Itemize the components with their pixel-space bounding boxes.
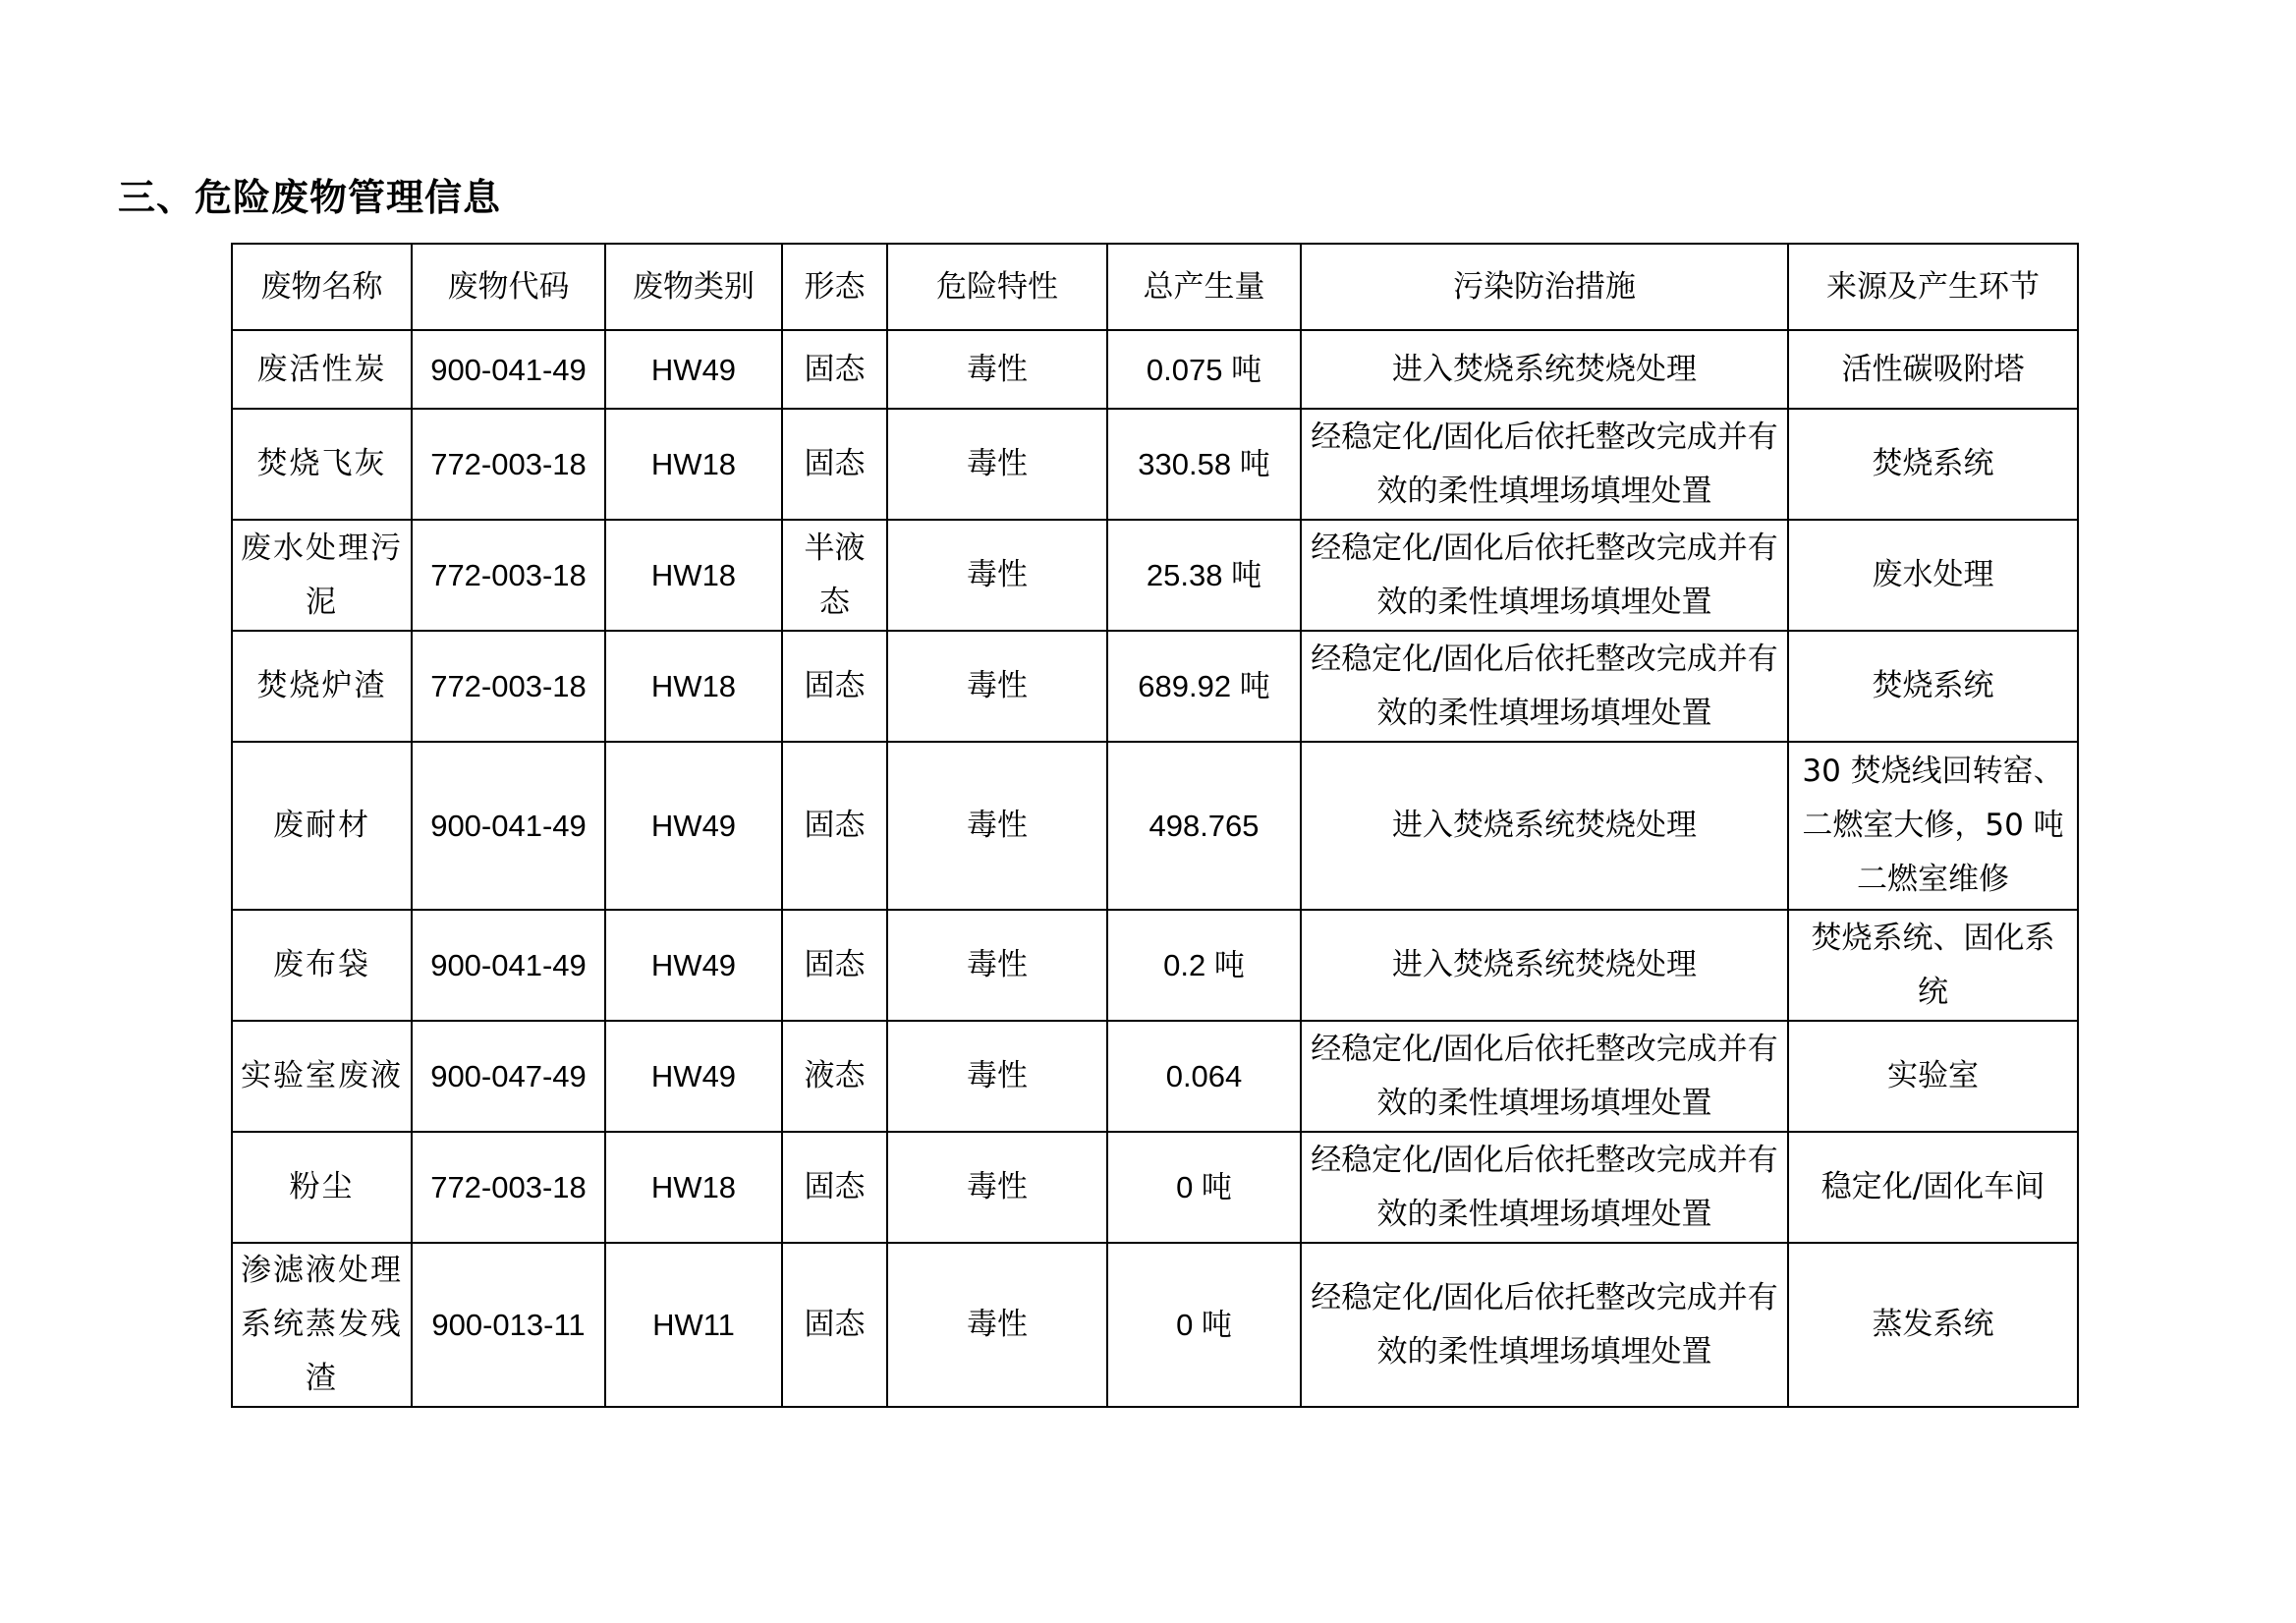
- treatment-measure-cell: 经稳定化/固化后依托整改完成并有效的柔性填埋场填埋处置: [1301, 409, 1788, 520]
- waste-name-cell: 渗滤液处理系统蒸发残渣: [232, 1243, 412, 1407]
- table-row: [232, 1243, 2078, 1407]
- source-cell: 稳定化/固化车间: [1788, 1132, 2078, 1243]
- hazard-property-cell: 毒性: [887, 631, 1107, 742]
- waste-name-cell: 废活性炭: [232, 330, 412, 409]
- waste-category-cell: HW11: [605, 1243, 782, 1407]
- source-cell: 蒸发系统: [1788, 1243, 2078, 1407]
- table-row: [232, 1021, 2078, 1132]
- waste-category-cell: HW49: [605, 742, 782, 910]
- table-row: [232, 910, 2078, 1021]
- waste-form-cell: 固态: [782, 409, 887, 520]
- waste-category-cell: HW49: [605, 330, 782, 409]
- waste-name-cell: 焚烧炉渣: [232, 631, 412, 742]
- waste-name-cell: 焚烧飞灰: [232, 409, 412, 520]
- source-cell: 废水处理: [1788, 520, 2078, 631]
- table-row: [232, 742, 2078, 910]
- table-row: [232, 631, 2078, 742]
- waste-name-cell: 废耐材: [232, 742, 412, 910]
- table-row: [232, 520, 2078, 631]
- treatment-measure-cell: 经稳定化/固化后依托整改完成并有效的柔性填埋场填埋处置: [1301, 1021, 1788, 1132]
- hazard-property-cell: 毒性: [887, 910, 1107, 1021]
- waste-code-cell: 900-013-11: [412, 1243, 605, 1407]
- total-amount-cell: 0 吨: [1107, 1132, 1301, 1243]
- source-cell: 焚烧系统: [1788, 409, 2078, 520]
- total-amount-cell: 0 吨: [1107, 1243, 1301, 1407]
- treatment-measure-cell: 经稳定化/固化后依托整改完成并有效的柔性填埋场填埋处置: [1301, 520, 1788, 631]
- table-header-row: [232, 244, 2078, 330]
- source-cell: 活性碳吸附塔: [1788, 330, 2078, 409]
- hazard-property-cell: 毒性: [887, 1132, 1107, 1243]
- treatment-measure-cell: 进入焚烧系统焚烧处理: [1301, 910, 1788, 1021]
- treatment-measure-cell: 进入焚烧系统焚烧处理: [1301, 330, 1788, 409]
- waste-code-cell: 772-003-18: [412, 409, 605, 520]
- source-cell: 30 焚烧线回转窑、二燃室大修，50 吨二燃室维修: [1788, 742, 2078, 910]
- total-amount-cell: 25.38 吨: [1107, 520, 1301, 631]
- header-cell: 形态: [782, 244, 887, 330]
- hazard-property-cell: 毒性: [887, 742, 1107, 910]
- waste-form-cell: 固态: [782, 910, 887, 1021]
- waste-code-cell: 772-003-18: [412, 520, 605, 631]
- table-row: [232, 1132, 2078, 1243]
- total-amount-cell: 330.58 吨: [1107, 409, 1301, 520]
- waste-category-cell: HW18: [605, 520, 782, 631]
- total-amount-cell: 0.2 吨: [1107, 910, 1301, 1021]
- waste-form-cell: 固态: [782, 1243, 887, 1407]
- waste-code-cell: 900-047-49: [412, 1021, 605, 1132]
- hazard-property-cell: 毒性: [887, 409, 1107, 520]
- header-cell: 总产生量: [1107, 244, 1301, 330]
- waste-code-cell: 772-003-18: [412, 1132, 605, 1243]
- waste-form-cell: 固态: [782, 742, 887, 910]
- waste-code-cell: 900-041-49: [412, 910, 605, 1021]
- total-amount-cell: 0.075 吨: [1107, 330, 1301, 409]
- treatment-measure-cell: 经稳定化/固化后依托整改完成并有效的柔性填埋场填埋处置: [1301, 1243, 1788, 1407]
- source-cell: 焚烧系统: [1788, 631, 2078, 742]
- waste-category-cell: HW49: [605, 910, 782, 1021]
- header-cell: 危险特性: [887, 244, 1107, 330]
- waste-code-cell: 900-041-49: [412, 742, 605, 910]
- total-amount-cell: 689.92 吨: [1107, 631, 1301, 742]
- waste-name-cell: 粉尘: [232, 1132, 412, 1243]
- waste-category-cell: HW18: [605, 631, 782, 742]
- source-cell: 实验室: [1788, 1021, 2078, 1132]
- waste-category-cell: HW49: [605, 1021, 782, 1132]
- total-amount-cell: 0.064: [1107, 1021, 1301, 1132]
- waste-category-cell: HW18: [605, 409, 782, 520]
- hazard-property-cell: 毒性: [887, 520, 1107, 631]
- hazard-property-cell: 毒性: [887, 1021, 1107, 1132]
- total-amount-cell: 498.765: [1107, 742, 1301, 910]
- header-cell: 废物类别: [605, 244, 782, 330]
- treatment-measure-cell: 经稳定化/固化后依托整改完成并有效的柔性填埋场填埋处置: [1301, 1132, 1788, 1243]
- table-row: [232, 409, 2078, 520]
- hazard-property-cell: 毒性: [887, 1243, 1107, 1407]
- waste-form-cell: 固态: [782, 330, 887, 409]
- waste-form-cell: 固态: [782, 631, 887, 742]
- header-cell: 来源及产生环节: [1788, 244, 2078, 330]
- waste-name-cell: 废布袋: [232, 910, 412, 1021]
- treatment-measure-cell: 经稳定化/固化后依托整改完成并有效的柔性填埋场填埋处置: [1301, 631, 1788, 742]
- waste-code-cell: 772-003-18: [412, 631, 605, 742]
- waste-category-cell: HW18: [605, 1132, 782, 1243]
- table-row: [232, 330, 2078, 409]
- waste-form-cell: 液态: [782, 1021, 887, 1132]
- waste-code-cell: 900-041-49: [412, 330, 605, 409]
- header-cell: 废物名称: [232, 244, 412, 330]
- waste-form-cell: 半液态: [782, 520, 887, 631]
- hazard-property-cell: 毒性: [887, 330, 1107, 409]
- header-cell: 污染防治措施: [1301, 244, 1788, 330]
- waste-name-cell: 实验室废液: [232, 1021, 412, 1132]
- source-cell: 焚烧系统、固化系统: [1788, 910, 2078, 1021]
- waste-name-cell: 废水处理污泥: [232, 520, 412, 631]
- treatment-measure-cell: 进入焚烧系统焚烧处理: [1301, 742, 1788, 910]
- header-cell: 废物代码: [412, 244, 605, 330]
- waste-form-cell: 固态: [782, 1132, 887, 1243]
- hazardous-waste-table: [231, 243, 2079, 1408]
- section-heading: 三、危险废物管理信息: [118, 175, 502, 219]
